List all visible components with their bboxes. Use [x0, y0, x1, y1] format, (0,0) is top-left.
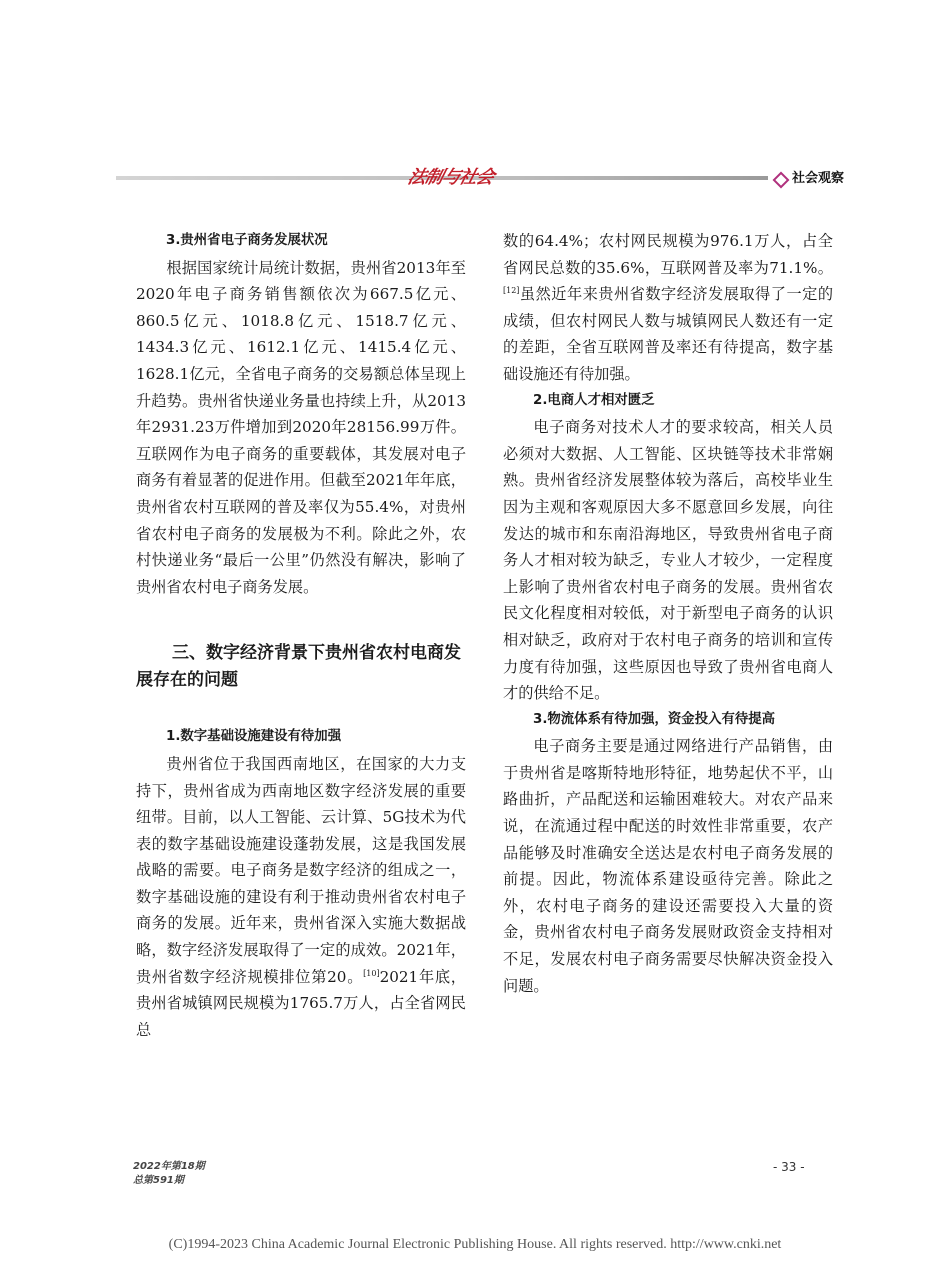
paragraph-text: 贵州省位于我国西南地区，在国家的大力支持下，贵州省成为西南地区数字经济发展的重要纽带。目前，以人工智能、云计算、5G技术为代表的数字基础设施建设蓬勃发展，这是我国发展战略的需要。电子商务是数字经济的组成之一，数字基础设施的建设有利于推动贵州省农村电子商务的发展。近年来，贵州省深入实施大数据战略，数字经济发展取得了一定的成效。2021年，贵州省数字经济规模排位第20。: [136, 754, 466, 986]
subsection-heading: 1.数字基础设施建设有待加强: [166, 729, 342, 745]
issue-line: 2022年第18期: [133, 1161, 205, 1172]
paragraph: 电子商务主要是通过网络进行产品销售，由于贵州省是喀斯特地形特征，地势起伏不平，山路曲折，产品配送和运输困难较大。对农产品来说，在流通过程中配送的时效性非常重要，农产品能够及时准确安全送达是农村电子商务发展的前提。因此，物流体系建设亟待完善。除此之外，农村电子商务的建设还需要投入大量的资金，贵州省农村电子商务发展财政资金支持相对不足，发展农村电子商务需要尽快解决资金投入问题。: [503, 737, 833, 995]
subsection-heading: 2.电商人才相对匮乏: [533, 392, 655, 408]
paragraph: 根据国家统计局统计数据，贵州省2013年至2020年电子商务销售额依次为667.5亿元、860.5亿元、1018.8亿元、1518.7亿元、1434.3亿元、1612.1亿元、1415.4亿元、1628.1亿元，全省电子商务的交易额总体呈现上升趋势。贵州省快递业务量也持续上升，从2013年2931.23万件增加到2020年28156.99万件。互联网作为电子商务的重要载体，其发展对电子商务有着显著的促进作用。但截至2021年年底，贵州省农村互联网的普及率仅为55.4%，对贵州省农村电子商务的发展极为不利。除此之外，农村快递业务“最后一公里”仍然没有解决，影响了贵州省农村电子商务发展。: [136, 258, 466, 596]
issue-info: [133, 1160, 205, 1188]
paragraph: [136, 751, 466, 1044]
section-heading: 三、数字经济背景下贵州省农村电商发展存在的问题: [136, 643, 461, 691]
subsection-heading: 3.物流体系有待加强，资金投入有待提高: [533, 711, 776, 727]
copyright-notice: (C)1994-2023 China Academic Journal Electronic Publishing House. All rights reserved. http://www.cnki.net: [168, 1237, 782, 1252]
citation-ref: [10]: [363, 968, 380, 978]
subsection-heading: 3.贵州省电子商务发展状况: [166, 233, 328, 248]
paragraph-text: 2021年底，贵州省城镇网民规模为1765.7万人，占全省网民总: [136, 967, 466, 1039]
section-label: 社会观察: [792, 171, 845, 186]
issue-line: 总第591期: [133, 1175, 184, 1186]
left-column: [136, 228, 466, 1043]
paragraph-text: 虽然近年来贵州省数字经济发展取得了一定的成绩，但农村网民人数与城镇网民人数还有一定的差距，全省互联网普及率还有待提高，数字基础设施还有待加强。: [503, 285, 833, 383]
paragraph: 电子商务对技术人才的要求较高，相关人员必须对大数据、人工智能、区块链等技术非常娴熟。贵州省经济发展整体较为落后，高校毕业生因为主观和客观原因大多不愿意回乡发展，向往发达的城市和东南沿海地区，导致贵州省电子商务人才相对较为缺乏，专业人才较少，一定程度上影响了贵州省农村电子商务的发展。贵州省农民文化程度相对较低，对于新型电子商务的认识相对缺乏，政府对于农村电子商务的培训和宣传力度有待加强，这些原因也导致了贵州省电商人才的供给不足。: [503, 418, 833, 703]
right-column: [503, 228, 833, 999]
citation-ref: [12]: [503, 286, 520, 296]
paragraph-text: 数的64.4%；农村网民规模为976.1万人，占全省网民总数的35.6%，互联网普及率为71.1%。: [503, 232, 833, 277]
journal-logo: 法制与社会: [405, 167, 496, 188]
paragraph: [503, 228, 833, 388]
diamond-icon: [773, 172, 790, 189]
page-number: - 33 -: [773, 1160, 805, 1174]
